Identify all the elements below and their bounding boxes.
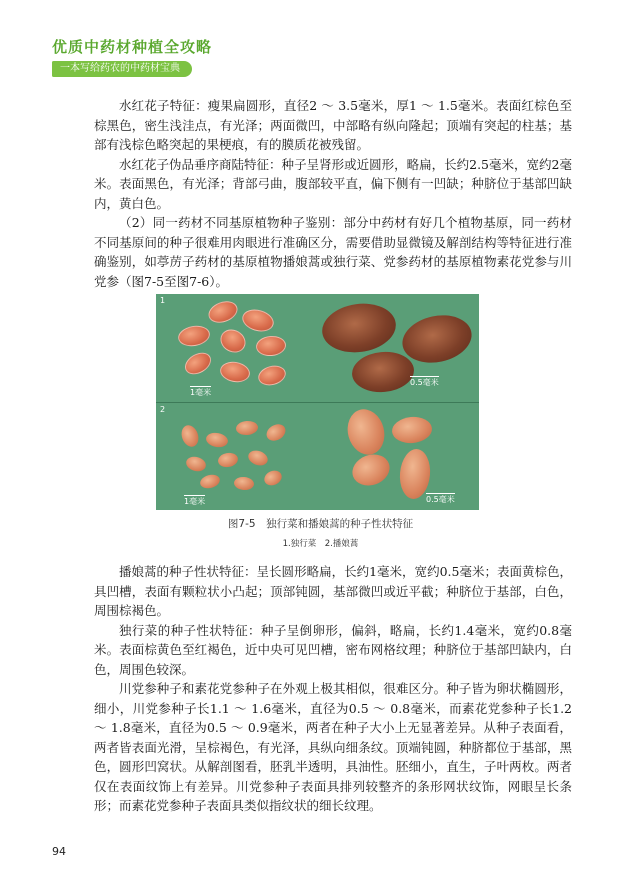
body-text-bottom [94, 562, 572, 816]
paragraph: 水红花子伪品垂序商陆特征：种子呈肾形或近圆形，略扁，长约2.5毫米，宽约2毫米。表面黑色，有光泽；背部弓曲，腹部较平直，偏下侧有一凹缺；种脐位于基部凹缺内，黄白色。 [94, 156, 572, 211]
seed-image [391, 415, 433, 444]
seed-image [185, 455, 208, 474]
book-subtitle: 一本写给药农的中药材宝典 [52, 61, 192, 77]
figure-subcaption: 1.独行菜 2.播娘蒿 [282, 539, 359, 549]
seed-image [181, 348, 215, 378]
paragraph: 播娘蒿的种子性状特征：呈长圆形略扁，长约1毫米，宽约0.5毫米；表面黄棕色，具凹槽，表面有颗粒状小凸起；顶部钝圆，基部微凹或近平截；种脐位于基部，白色，周围棕褐色。 [94, 564, 572, 618]
page-number: 94 [52, 845, 66, 858]
seed-image [217, 451, 239, 468]
figure-panel-1 [156, 294, 479, 402]
seed-image [216, 325, 250, 357]
seed-image [218, 360, 251, 385]
scale-bar: 1毫米 [184, 497, 206, 506]
panel-number: 2 [160, 405, 166, 414]
book-title: 优质中药材种植全攻略 [52, 38, 213, 56]
paragraph: 川党参种子和素花党参种子在外观上极其相似，很难区分。种子皆为卵状椭圆形，细小，川党参种子长1.1 ～ 1.6毫米，直径为0.5 ～ 0.8毫米，而素花党参种子长1.2 ～ 1.8毫米，直径为0.5 ～ 0.9毫米，两者在种子大小上无显著差异。从种子表面看，两者皆表面光滑，呈棕褐色，有光泽，具纵向细条纹。顶端钝圆，种脐都位于基部，黑色，圆形凹窝状。从解剖图看，胚乳半透明，具油性。胚细小，直生，子叶两枚。两者仅在表面纹饰上有差异。川党参种子表面具排列较整齐的条形网状纹饰，网眼呈长条形；而素花党参种子表面具类似指纹状的细长纹理。 [94, 681, 572, 813]
seed-image [255, 335, 287, 358]
scale-bar: 0.5毫米 [426, 495, 455, 504]
seed-image [235, 420, 258, 436]
seed-image [264, 421, 289, 444]
seed-image [205, 431, 229, 449]
seed-image [319, 299, 399, 357]
seed-figure [156, 294, 479, 510]
running-header [52, 38, 312, 77]
seed-image [350, 349, 415, 394]
seed-image [233, 476, 254, 491]
seed-image [199, 473, 222, 491]
paragraph: 独行菜的种子性状特征：种子呈倒卵形，偏斜，略扁，长约1.4毫米，宽约0.8毫米。表面棕黄色至红褐色，近中央可见凹槽，密布网格纹理；种脐位于基部凹缺内，白色，周围色较深。 [94, 622, 572, 677]
seed-image [343, 405, 390, 459]
seed-image [205, 297, 240, 326]
scale-bar: 1毫米 [190, 388, 212, 397]
scale-bar: 0.5毫米 [410, 378, 439, 387]
figure-caption: 图7-5 独行菜和播娘蒿的种子性状特征 [227, 518, 414, 530]
seed-image [348, 449, 394, 490]
paragraph: （2）同一药材不同基原植物种子鉴别：部分中药材有好几个植物基原，同一药材不同基原间的种子很难用肉眼进行准确区分，需要借助显微镜及解剖结构等特征进行准确鉴别，如葶苈子药材的基原植物播娘蒿或独行菜、党参药材的基原植物素花党参与川党参（图7-5至图7-6）。 [94, 215, 572, 289]
seed-image [262, 468, 284, 488]
seed-image [240, 306, 276, 335]
seed-image [177, 323, 212, 348]
seed-image [179, 423, 202, 449]
panel-number: 1 [160, 296, 166, 305]
body-text-top [94, 96, 572, 291]
paragraph: 水红花子特征：瘦果扁圆形，直径2 ～ 3.5毫米，厚1 ～ 1.5毫米。表面红棕色至棕黑色，密生浅洼点，有光泽；两面微凹，中部略有纵向隆起；顶端有突起的柱基；基部有浅棕色略突起的果梗痕，有的膜质花被残留。 [94, 98, 572, 152]
seed-image [256, 363, 288, 389]
seed-image [246, 448, 270, 468]
figure-panel-2 [156, 402, 479, 510]
